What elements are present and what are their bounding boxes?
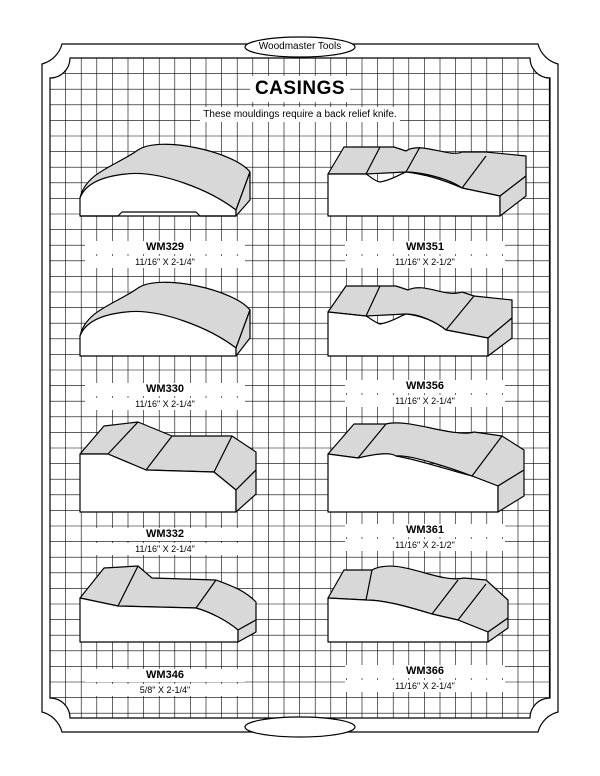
moulding-code: WM329 xyxy=(85,241,245,254)
bottom-oval xyxy=(245,717,355,737)
moulding-profile-wm361 xyxy=(328,423,524,512)
moulding-code: WM346 xyxy=(85,669,245,682)
moulding-profile-wm351 xyxy=(328,147,526,216)
moulding-size: 11/16" X 2-1/4" xyxy=(345,395,505,407)
moulding-size: 11/16" X 2-1/4" xyxy=(85,543,245,555)
moulding-profile-wm332 xyxy=(80,422,256,512)
moulding-size: 11/16" X 2-1/4" xyxy=(85,398,245,410)
moulding-size: 11/16" X 2-1/2" xyxy=(345,539,505,551)
page-subtitle: These mouldings require a back relief knife. xyxy=(203,109,397,120)
moulding-size: 11/16" X 2-1/4" xyxy=(85,256,245,268)
moulding-size: 11/16" X 2-1/2" xyxy=(345,256,505,268)
moulding-code: WM356 xyxy=(345,380,505,393)
moulding-code: WM361 xyxy=(345,524,505,537)
moulding-profile-wm356 xyxy=(328,286,512,356)
moulding-code: WM351 xyxy=(345,241,505,254)
moulding-code: WM332 xyxy=(85,528,245,541)
moulding-size: 11/16" X 2-1/4" xyxy=(345,680,505,692)
moulding-size: 5/8" X 2-1/4" xyxy=(85,684,245,696)
moulding-code: WM366 xyxy=(345,665,505,678)
page-title: CASINGS xyxy=(254,78,346,99)
moulding-code: WM330 xyxy=(85,383,245,396)
brand-name: Woodmaster Tools xyxy=(258,41,342,52)
